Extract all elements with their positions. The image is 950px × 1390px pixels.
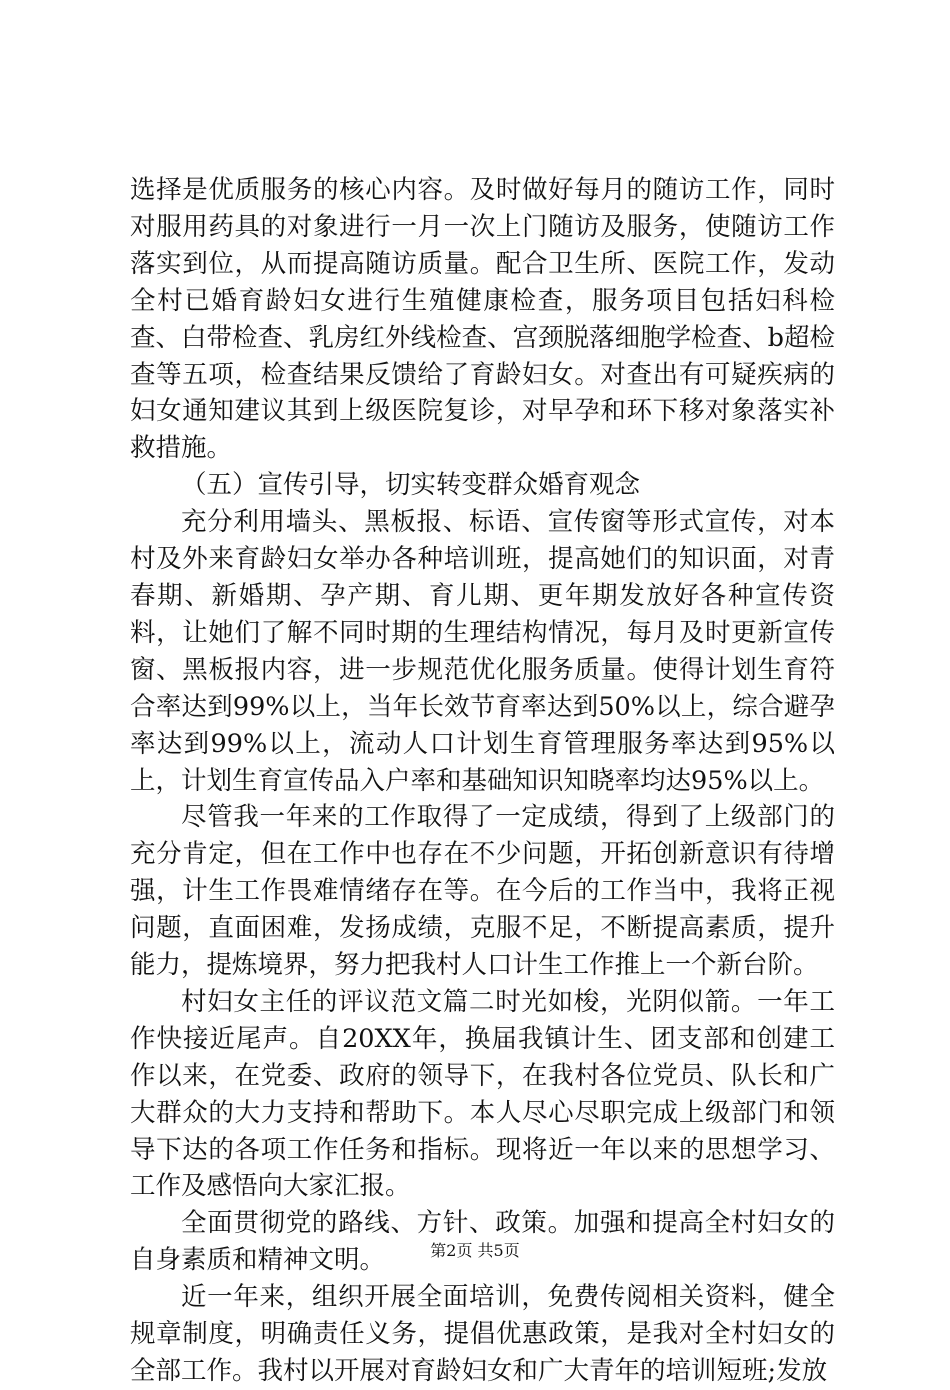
paragraph-publicity: 充分利用墙头、黑板报、标语、宣传窗等形式宣传，对本村及外来育龄妇女举办各种培训班，提高她们的知识面，对青春期、新婚期、孕产期、育儿期、更年期发放好各种宣传资料，让她们了解不同时期的生理结构情况，每月及时更新宣传窗、黑板报内容，进一步规范优化服务质量。使得计划生育符合率达到99%以上，当年长效节育率达到50%以上，综合避孕率达到99%以上，流动人口计划生育管理服务率达到95%以上，计划生育宣传品入户率和基础知识知晓率均达95%以上。 <box>130 507 835 796</box>
paragraph-sample-two: 村妇女主任的评议范文篇二时光如梭，光阴似箭。一年工作快接近尾声。自20XX年，换届我镇计生、团支部和创建工作以来，在党委、政府的领导下，在我村各位党员、队长和广大群众的大力支持和帮助下。本人尽心尽职完成上级部门和领导下达的各项工作任务和指标。现将近一年以来的思想学习、工作及感悟向大家汇报。 <box>130 986 835 1202</box>
document-body <box>130 172 835 1390</box>
paragraph-summary: 尽管我一年来的工作取得了一定成绩，得到了上级部门的充分肯定，但在工作中也存在不少问题，开拓创新意识有待增强，计生工作畏难情绪存在等。在今后的工作当中，我将正视问题，直面困难，发扬成绩，克服不足，不断提高素质，提升能力，提炼境界，努力把我村人口计生工作推上一个新台阶。 <box>130 802 835 981</box>
paragraph-policy: 全面贯彻党的路线、方针、政策。加强和提高全村妇女的自身素质和精神文明。 <box>130 1208 835 1276</box>
page-number-footer: 第2页 共5页 <box>430 1241 520 1260</box>
paragraph-training: 近一年来，组织开展全面培训，免费传阅相关资料，健全规章制度，明确责任义务，提倡优惠政策，是我对全村妇女的全部工作。我村以开展对育龄妇女和广大青年的培训短班;发放 <box>130 1282 835 1386</box>
paragraph-continuation: 选择是优质服务的核心内容。及时做好每月的随访工作，同时对服用药具的对象进行一月一次上门随访及服务，使随访工作落实到位，从而提高随访质量。配合卫生所、医院工作，发动全村已婚育龄妇女进行生殖健康检查，服务项目包括妇科检查、白带检查、乳房红外线检查、宫颈脱落细胞学检查、b超检查等五项，检查结果反馈给了育龄妇女。对查出有可疑疾病的妇女通知建议其到上级医院复诊，对早孕和环下移对象落实补救措施。 <box>130 175 835 464</box>
section-heading: （五）宣传引导，切实转变群众婚育观念 <box>181 470 641 501</box>
